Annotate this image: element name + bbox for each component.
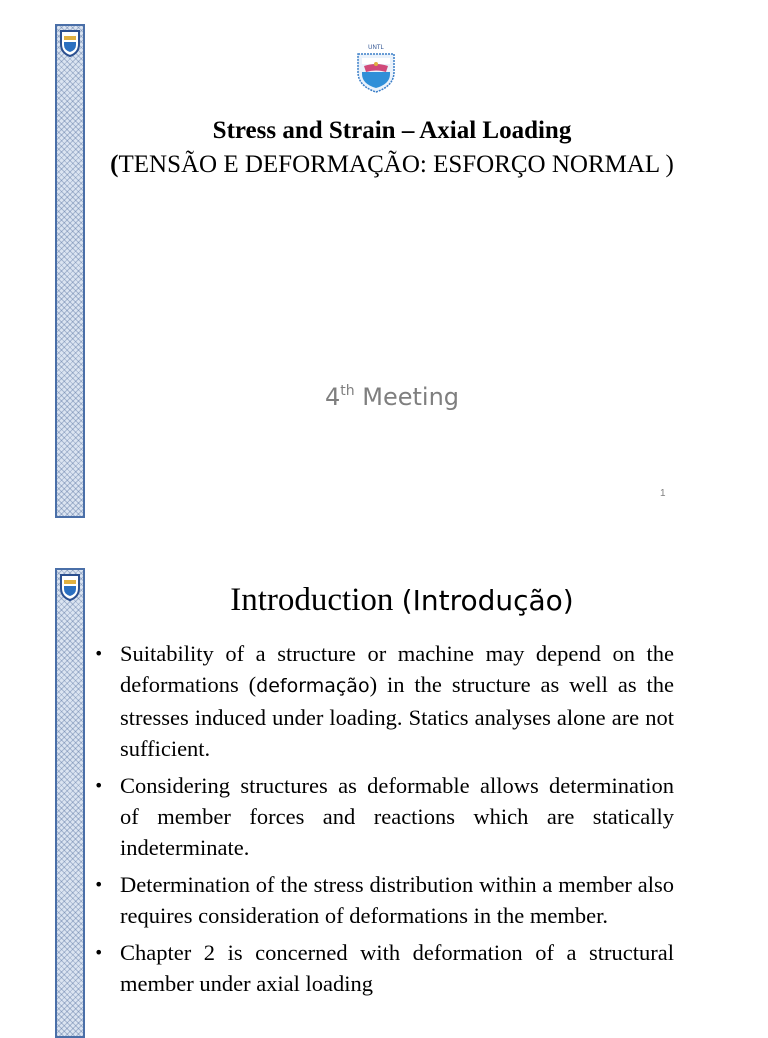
decorative-side-bar — [55, 568, 85, 1038]
logo-text: UNTL — [368, 45, 384, 51]
university-emblem-icon — [58, 28, 82, 58]
list-item: • Suitability of a structure or machine may depend on the deformations (deformação) in the structure as well as the stresses induced under loading. Statics analyses alone are not sufficient. — [92, 638, 674, 764]
slide-title — [100, 114, 684, 182]
list-item: • Determination of the stress distribution within a member also requires consideration of deformations in the member. — [92, 869, 674, 931]
list-item: • Chapter 2 is concerned with deformation of a structural member under axial loading — [92, 937, 674, 999]
bullet-list — [92, 638, 674, 1005]
bullet-icon: • — [94, 943, 104, 962]
university-emblem-icon — [58, 572, 82, 602]
university-logo — [352, 42, 400, 94]
bullet-icon: • — [94, 644, 104, 663]
page-number: 1 — [660, 488, 666, 499]
slide-2 — [0, 540, 768, 1024]
title-subtitle: (TENSÃO E DEFORMAÇÃO: ESFORÇO NORMAL ) — [110, 151, 674, 178]
meeting-label: 4th Meeting — [324, 383, 460, 411]
intro-title: Introduction (Introdução) — [230, 582, 574, 618]
bullet-icon: • — [94, 875, 104, 894]
bullet-icon: • — [94, 776, 104, 795]
list-item: • Considering structures as deformable allows determination of member forces and reactions which are statically indeterminate. — [92, 770, 674, 863]
decorative-side-bar — [55, 24, 85, 518]
title-main: Stress and Strain – Axial Loading — [212, 117, 572, 144]
